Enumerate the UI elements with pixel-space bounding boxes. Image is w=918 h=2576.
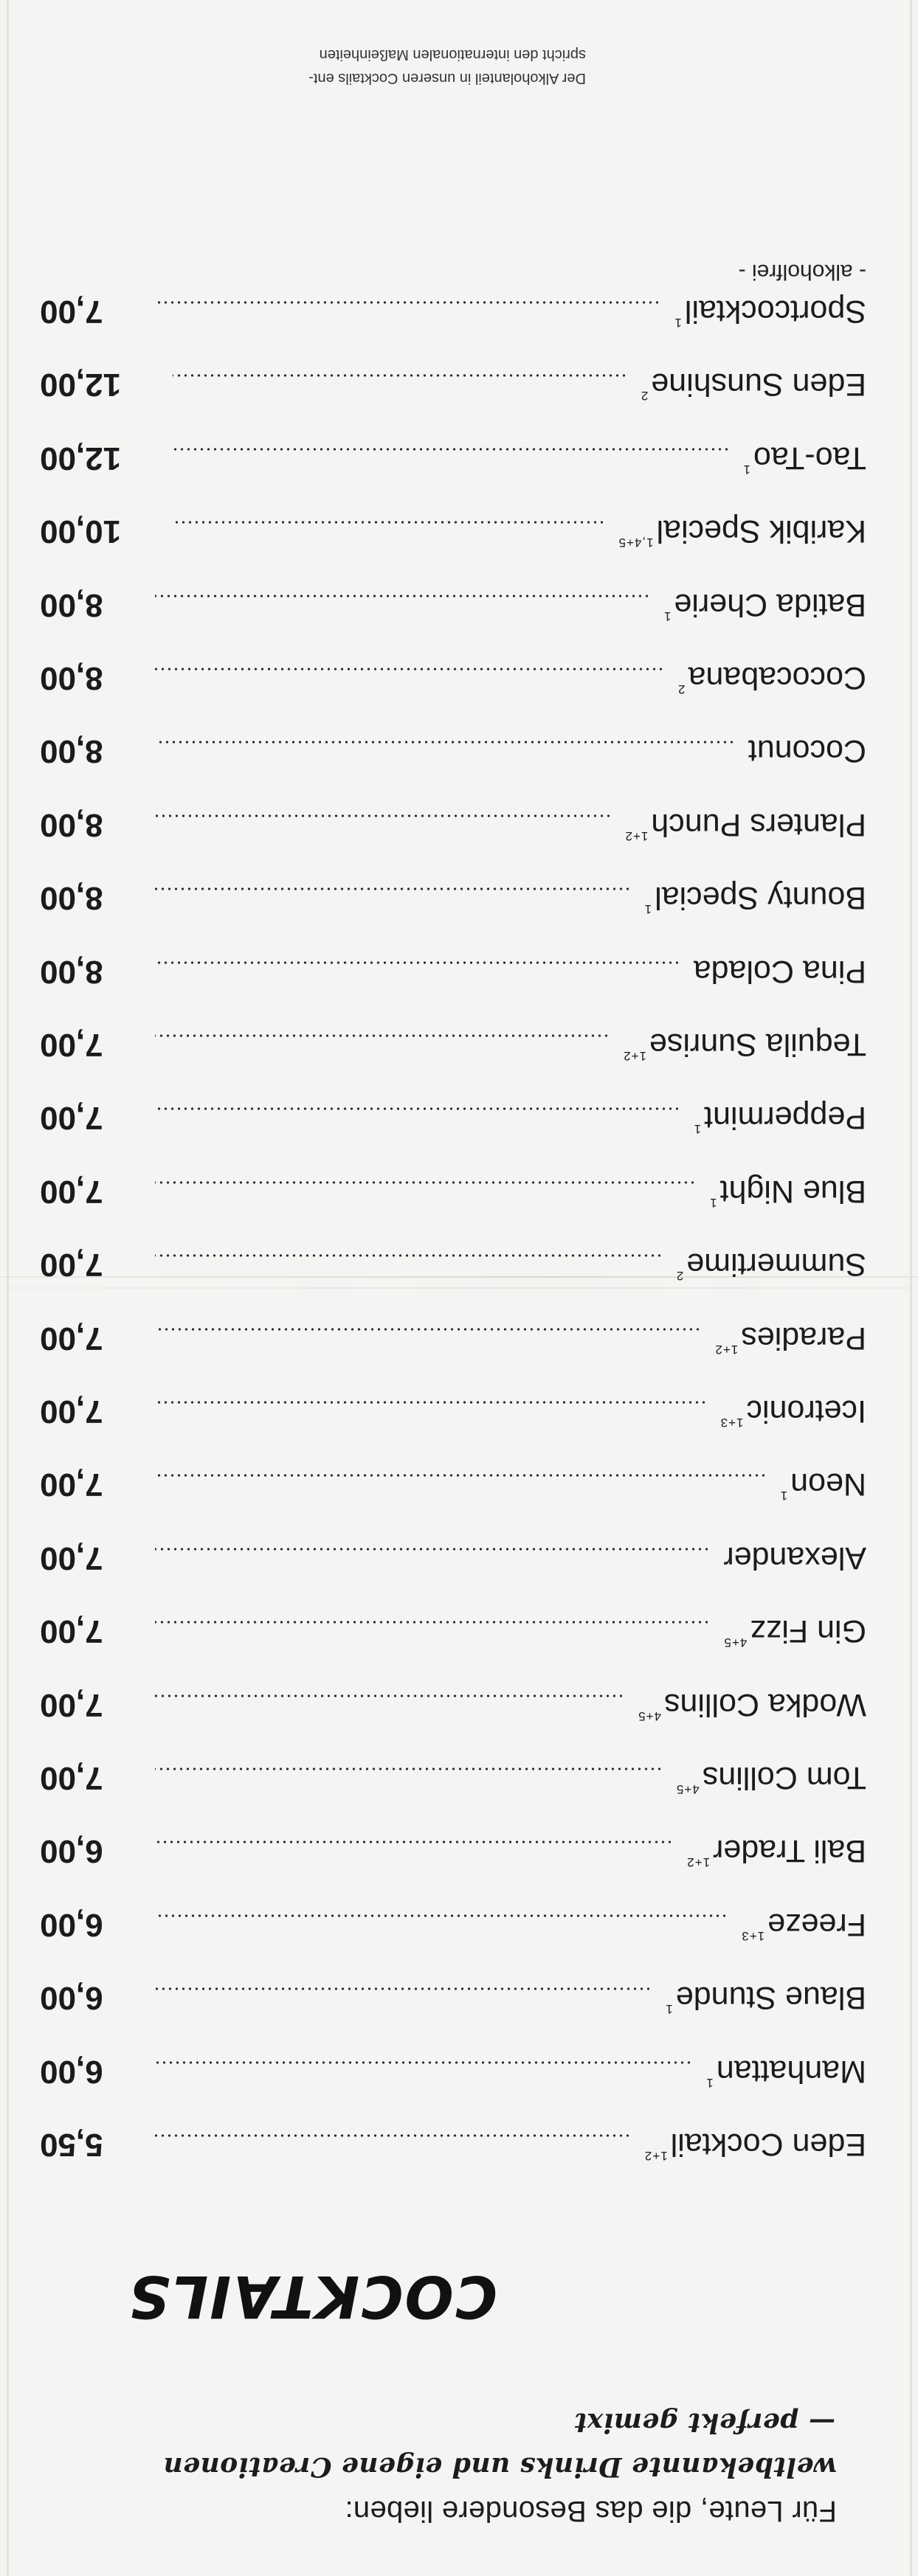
intro-text <box>55 2400 837 2533</box>
leader-dots <box>155 740 735 744</box>
menu-item <box>40 652 866 711</box>
leader-dots <box>173 373 627 378</box>
cocktail-price: 8,00 <box>40 660 103 696</box>
cocktail-name-text: Icetronic <box>746 1393 866 1429</box>
cocktail-name-text: Manhattan <box>716 2053 866 2089</box>
cocktail-price: 8,00 <box>40 880 103 917</box>
menu-item <box>40 1532 866 1591</box>
leader-dots <box>155 1914 728 1918</box>
cocktail-name-text: Planters Punch <box>651 806 866 842</box>
ingredient-footnote-marker: 4+5 <box>723 1635 748 1650</box>
cocktail-name <box>663 586 866 623</box>
cocktail-name <box>694 953 866 989</box>
menu-item <box>40 579 866 638</box>
ingredient-footnote-marker: 1 <box>709 1195 717 1210</box>
ingredient-footnote-marker: 1+2 <box>714 1342 739 1357</box>
ingredient-footnote-marker: 1 <box>665 2002 673 2017</box>
menu-item <box>40 1825 866 1884</box>
cocktail-name <box>644 879 866 916</box>
menu-item <box>40 1458 866 1517</box>
cocktail-name-text: Neon <box>790 1467 866 1503</box>
cocktail-name <box>720 1393 866 1430</box>
leader-dots <box>155 300 661 305</box>
cocktail-name <box>638 1686 866 1723</box>
cocktail-price: 7,00 <box>40 1173 103 1210</box>
cocktail-price: 8,00 <box>40 953 103 990</box>
cocktail-name <box>686 1832 866 1869</box>
menu-item <box>40 1019 866 1078</box>
leader-dots <box>155 1400 707 1405</box>
cocktail-name-text: Coconut <box>748 733 866 769</box>
leader-dots <box>155 667 664 671</box>
menu-item <box>40 872 866 931</box>
cocktail-price: 7,00 <box>40 1393 103 1430</box>
leader-dots <box>155 1253 663 1258</box>
cocktail-name-text: Bounty Special <box>655 880 866 916</box>
cocktail-price: 7,00 <box>40 1247 103 1284</box>
ingredient-footnote-marker: 1 <box>674 316 682 330</box>
cocktail-name <box>641 366 866 403</box>
leader-dots <box>155 1620 711 1624</box>
ingredient-footnote-marker: 1+3 <box>741 1928 765 1943</box>
cocktail-name <box>677 659 866 696</box>
ingredient-footnote-marker: 1 <box>742 462 751 477</box>
leader-dots <box>155 594 650 598</box>
cocktail-price: 5,50 <box>40 2127 103 2163</box>
cocktail-name <box>780 1466 866 1503</box>
menu-item <box>40 1385 866 1444</box>
leader-dots <box>155 1987 652 1991</box>
leader-dots <box>155 1180 696 1185</box>
cocktail-price: 6,00 <box>40 1906 103 1943</box>
cocktail-name <box>709 1173 866 1210</box>
cocktail-name-text: Eden Cocktail <box>670 2127 866 2162</box>
intro-line-1: Für Leute, die das Besondere lieben: <box>345 2495 837 2527</box>
ingredient-footnote-marker: 1 <box>693 1122 702 1137</box>
cocktail-name <box>694 1099 866 1136</box>
cocktail-name <box>674 293 866 330</box>
cocktail-name <box>748 733 866 769</box>
cocktail-name <box>714 1320 866 1357</box>
menu-item <box>40 946 866 1005</box>
menu-item <box>40 1092 866 1151</box>
ingredient-footnote-marker: 1 <box>643 902 652 917</box>
intro-line-2: weltbekannte Drinks und eigene Creationen <box>163 2451 837 2482</box>
leader-dots <box>173 520 604 524</box>
menu-item <box>40 260 866 344</box>
cocktail-name-text: Peppermint <box>704 1100 866 1136</box>
cocktail-price: 12,00 <box>40 440 122 477</box>
leader-dots <box>155 1767 663 1771</box>
menu-item <box>40 1899 866 1958</box>
section-heading: COCKTAILS <box>127 2262 497 2329</box>
ingredient-footnote-marker: 1 <box>779 1489 788 1503</box>
leader-dots <box>155 887 631 891</box>
ingredient-footnote-marker: 1 <box>705 2075 714 2090</box>
footnote-line: spricht den internationalen Maßeinheiten <box>319 46 586 63</box>
ingredient-footnote-marker: 1 <box>663 609 672 623</box>
cocktail-name <box>623 1026 866 1063</box>
cocktail-price: 12,00 <box>40 367 122 404</box>
footnote-line: Der Alkoholanteil in unseren Cocktails ent- <box>308 70 586 86</box>
cocktail-name-text: Cococabana <box>688 660 866 696</box>
ingredient-footnote-marker: 1+2 <box>624 828 649 843</box>
leader-dots <box>155 1694 624 1698</box>
intro-line-3: — perfekt gemixt <box>573 2407 835 2438</box>
leader-dots <box>155 960 680 965</box>
cocktail-name-text: Sportcocktail <box>684 294 866 329</box>
menu-item <box>40 2046 866 2105</box>
cocktail-price: 7,00 <box>40 1686 103 1723</box>
cocktail-name-text: Freeze <box>767 1906 866 1942</box>
cocktail-name-text: Tequila Sunrise <box>649 1027 866 1062</box>
cocktail-note: - alkoholfrei - <box>738 260 866 284</box>
cocktail-name <box>676 1759 866 1796</box>
cocktail-name <box>618 513 866 550</box>
menu-item <box>40 1605 866 1664</box>
leader-dots <box>155 2060 693 2065</box>
leader-dots <box>155 1327 702 1332</box>
cocktail-price: 7,00 <box>40 1467 103 1503</box>
cocktail-name <box>723 1613 866 1649</box>
cocktail-price: 6,00 <box>40 2053 103 2090</box>
alcohol-footnote <box>173 43 586 90</box>
menu-item <box>40 432 866 491</box>
leader-dots <box>155 1033 610 1038</box>
ingredient-footnote-marker: 1+2 <box>686 1855 711 1870</box>
cocktail-name-text: Blaue Stunde <box>675 1980 866 2016</box>
cocktail-price: 8,00 <box>40 806 103 843</box>
cocktail-name <box>741 1906 866 1943</box>
cocktail-name <box>665 1979 866 2016</box>
cocktail-name-text: Tao-Tao <box>753 440 866 476</box>
cocktail-name-text: Pina Colada <box>693 953 866 989</box>
leader-dots <box>155 2133 631 2138</box>
cocktail-price: 10,00 <box>40 513 122 550</box>
cocktail-name-text: Tom Collins <box>702 1760 866 1796</box>
menu-item <box>40 2119 866 2178</box>
leader-dots <box>155 814 612 818</box>
ingredient-footnote-marker: 1+3 <box>719 1416 744 1430</box>
leader-dots <box>155 1840 674 1844</box>
ingredient-footnote-marker: 4+5 <box>675 1782 700 1796</box>
cocktail-name-text: Alexander <box>723 1540 866 1576</box>
cocktail-name-text: Eden Sunshine <box>651 367 866 403</box>
ingredient-footnote-marker: 1+2 <box>643 2149 668 2163</box>
cocktail-name-text: Bali Trader <box>713 1833 866 1869</box>
cocktail-price: 8,00 <box>40 733 103 770</box>
menu-item <box>40 505 866 564</box>
cocktail-name-text: Gin Fizz <box>750 1613 866 1649</box>
cocktail-name-text: Wodka Collins <box>663 1686 866 1722</box>
menu-item <box>40 799 866 858</box>
cocktail-price: 7,00 <box>40 1320 103 1357</box>
ingredient-footnote-marker: 1+2 <box>623 1049 646 1063</box>
cocktail-price: 8,00 <box>40 586 103 623</box>
menu-item <box>40 1166 866 1225</box>
leader-dots <box>173 447 729 451</box>
cocktail-price: 7,00 <box>40 1540 103 1576</box>
paper-edge <box>7 0 9 2576</box>
menu-item <box>40 1752 866 1811</box>
cocktail-price: 7,00 <box>40 1100 103 1137</box>
cocktail-price: 6,00 <box>40 1833 103 1870</box>
leader-dots <box>155 1107 680 1111</box>
menu-item <box>40 1679 866 1738</box>
cocktail-name <box>676 1246 866 1283</box>
cocktail-name <box>644 2126 866 2163</box>
ingredient-footnote-marker: 1,4+5 <box>618 536 654 550</box>
menu-item <box>40 725 866 784</box>
ingredient-footnote-marker: 2 <box>640 389 649 404</box>
cocktail-name <box>705 2053 866 2090</box>
cocktail-name-text: Karibik Special <box>656 513 866 550</box>
cocktail-name-text: Blue Night <box>719 1173 866 1209</box>
cocktail-price: 7,00 <box>40 1760 103 1796</box>
paper-edge <box>910 0 912 2576</box>
ingredient-footnote-marker: 4+5 <box>638 1708 661 1723</box>
cocktail-name <box>625 806 866 843</box>
menu-item <box>40 1312 866 1371</box>
ingredient-footnote-marker: 2 <box>675 1269 684 1284</box>
menu-item <box>40 359 866 418</box>
cocktail-name-text: Batida Cherie <box>674 586 866 623</box>
leader-dots <box>155 1473 767 1478</box>
leader-dots <box>155 1547 711 1551</box>
cocktail-price: 6,00 <box>40 1980 103 2017</box>
cocktail-price: 7,00 <box>40 1027 103 1063</box>
cocktail-name-text: Summertime <box>686 1247 866 1283</box>
cocktail-name <box>723 1540 866 1576</box>
menu-item <box>40 1972 866 2031</box>
ingredient-footnote-marker: 2 <box>677 682 686 696</box>
cocktail-name <box>743 440 866 477</box>
cocktail-name-text: Paradies <box>741 1320 866 1356</box>
menu-item <box>40 1239 866 1298</box>
cocktail-price: 7,00 <box>40 294 103 330</box>
cocktail-price: 7,00 <box>40 1613 103 1650</box>
